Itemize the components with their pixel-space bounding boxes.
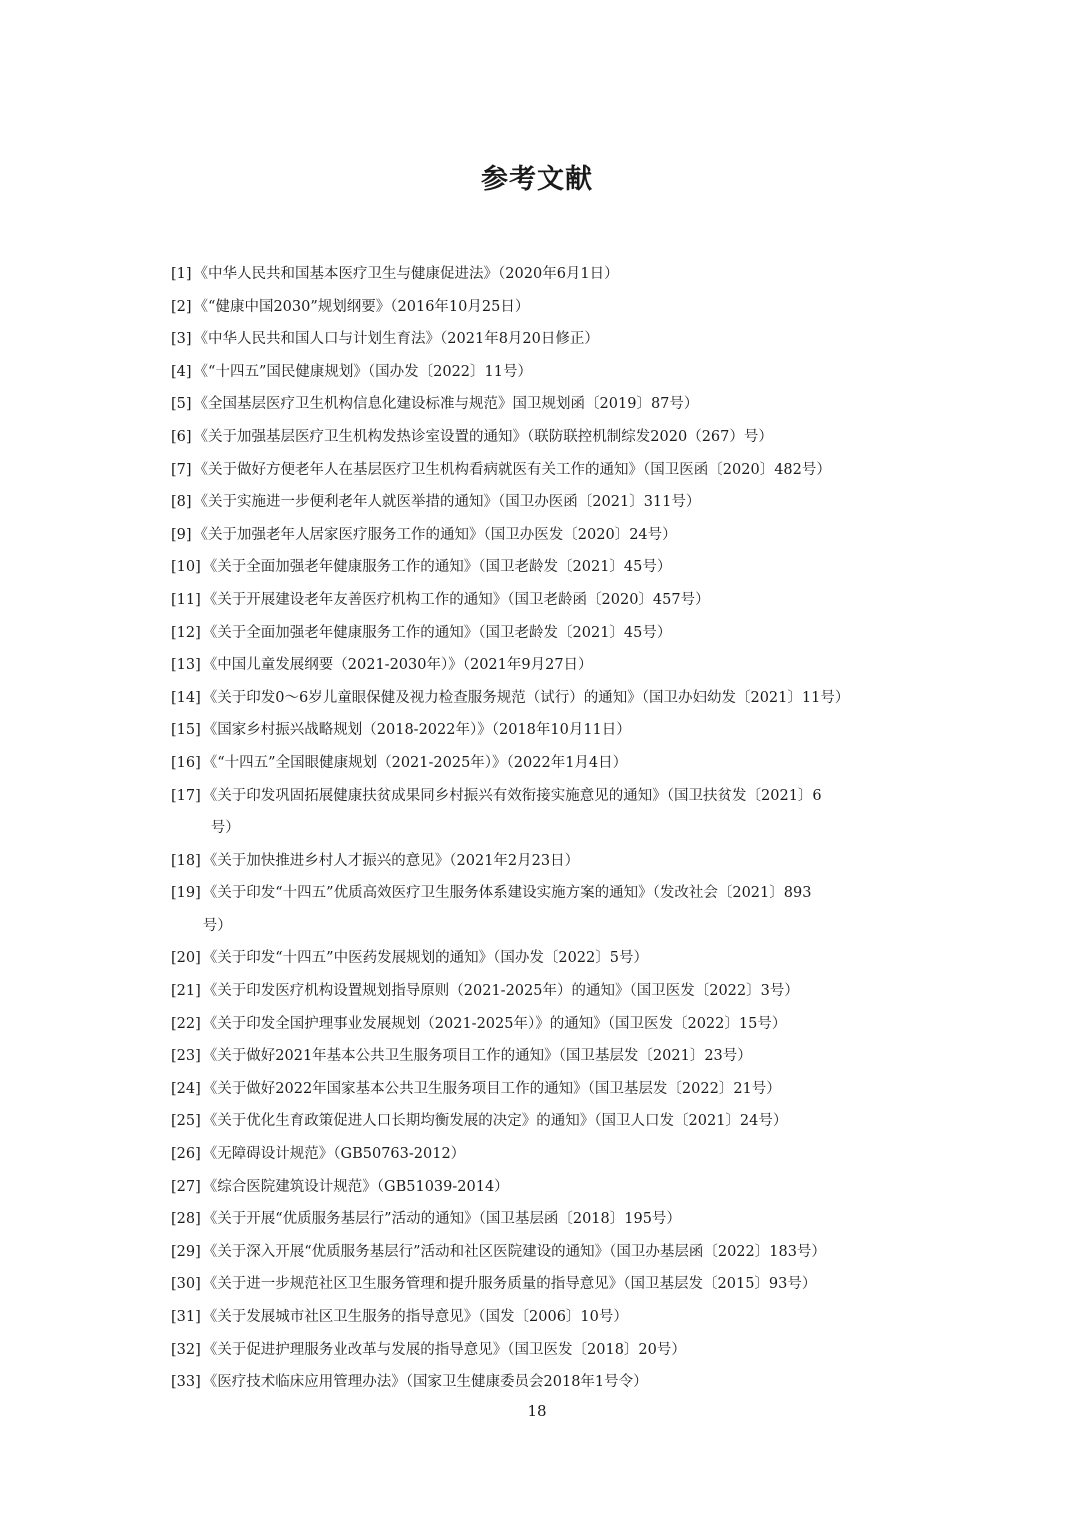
reference-item	[171, 1301, 921, 1334]
reference-title: 《关于深入开展“优质服务基层行”活动和社区医院建设的通知》（国卫办基层函〔2022〕183号）	[202, 1243, 826, 1260]
reference-title: 《关于印发巩固拓展健康扶贫成果同乡村振兴有效衔接实施意见的通知》（国卫扶贫发〔2021〕6	[202, 787, 822, 804]
reference-number: [1]	[171, 266, 192, 282]
reference-number: [33]	[171, 1374, 201, 1391]
reference-text	[203, 1008, 921, 1041]
reference-number: [19]	[171, 885, 201, 902]
reference-number: [16]	[171, 754, 201, 771]
reference-text	[203, 617, 921, 650]
reference-text	[194, 258, 921, 291]
reference-text	[203, 1040, 921, 1073]
reference-number: [32]	[171, 1341, 201, 1358]
reference-text	[203, 942, 921, 975]
reference-number: [11]	[171, 591, 201, 608]
reference-item	[171, 258, 921, 291]
reference-text	[203, 1366, 921, 1399]
reference-item	[171, 714, 921, 747]
reference-number: [23]	[171, 1048, 201, 1065]
reference-item	[171, 1268, 921, 1301]
reference-title: 《医疗技术临床应用管理办法》（国家卫生健康委员会2018年1号令）	[202, 1374, 648, 1391]
reference-title: 《关于印发医疗机构设置规划指导原则（2021-2025年）的通知》（国卫医发〔2022〕3号）	[202, 983, 799, 1000]
reference-text	[203, 1171, 921, 1204]
reference-title: 《中华人民共和国人口与计划生育法》（2021年8月20日修正）	[193, 331, 599, 348]
reference-continuation: 号）	[202, 917, 232, 934]
reference-number: [17]	[171, 787, 201, 804]
reference-number: [9]	[171, 526, 192, 543]
reference-item	[171, 551, 921, 584]
reference-item	[171, 519, 921, 552]
reference-title: 《综合医院建筑设计规范》（GB51039-2014）	[202, 1178, 509, 1195]
reference-text	[203, 551, 921, 584]
reference-item	[171, 1171, 921, 1204]
reference-title: 《关于做好2021年基本公共卫生服务项目工作的通知》（国卫基层发〔2021〕23号）	[202, 1048, 752, 1065]
reference-text	[203, 1268, 921, 1301]
reference-item	[171, 1236, 921, 1269]
reference-text	[203, 682, 921, 715]
reference-text	[203, 1073, 921, 1106]
reference-number: [3]	[171, 331, 192, 348]
reference-item	[171, 1040, 921, 1073]
reference-item	[171, 421, 921, 454]
reference-item	[171, 1203, 921, 1236]
reference-text	[203, 1236, 921, 1269]
reference-text	[194, 291, 921, 324]
reference-item	[171, 1366, 921, 1399]
reference-title: 《关于发展城市社区卫生服务的指导意见》（国发〔2006〕10号）	[202, 1309, 628, 1325]
reference-item	[171, 291, 921, 324]
reference-text	[194, 486, 921, 519]
reference-number: [15]	[171, 722, 201, 739]
reference-text	[194, 421, 921, 454]
reference-title: 《关于印发“十四五”中医药发展规划的通知》（国办发〔2022〕5号）	[202, 950, 648, 967]
page-title: 参考文献	[481, 164, 593, 195]
reference-text	[203, 584, 921, 617]
reference-title: 《关于开展“优质服务基层行”活动的通知》（国卫基层函〔2018〕195号）	[202, 1211, 681, 1228]
reference-number: [21]	[171, 983, 201, 1000]
reference-number: [18]	[171, 852, 201, 869]
reference-title: 《全国基层医疗卫生机构信息化建设标准与规范》国卫规划函〔2019〕87号）	[193, 396, 699, 413]
reference-number: [26]	[171, 1146, 201, 1163]
reference-title: 《关于开展建设老年友善医疗机构工作的通知》（国卫老龄函〔2020〕457号）	[202, 591, 710, 608]
reference-item	[171, 356, 921, 389]
page-number: 18	[527, 1402, 547, 1420]
reference-title: 《关于加快推进乡村人才振兴的意见》（2021年2月23日）	[202, 852, 580, 869]
reference-text	[203, 1334, 921, 1367]
reference-item	[171, 747, 921, 780]
reference-list	[171, 258, 921, 1399]
reference-title: 《关于促进护理服务业改革与发展的指导意见》（国卫医发〔2018〕20号）	[202, 1341, 686, 1358]
reference-number: [28]	[171, 1211, 201, 1228]
reference-title: 《关于印发“十四五”优质高效医疗卫生服务体系建设实施方案的通知》（发改社会〔2021〕893	[202, 885, 812, 902]
reference-text	[203, 1138, 921, 1171]
reference-title: 《关于做好方便老年人在基层医疗卫生机构看病就医有关工作的通知》（国卫医函〔2020〕482号）	[193, 461, 831, 478]
reference-item	[171, 780, 921, 845]
reference-number: [10]	[171, 559, 201, 576]
reference-item	[171, 975, 921, 1008]
reference-title: 《中华人民共和国基本医疗卫生与健康促进法》（2020年6月1日）	[193, 266, 619, 282]
reference-text	[203, 1301, 921, 1334]
reference-item	[171, 454, 921, 487]
reference-text	[203, 714, 921, 747]
reference-item	[171, 1334, 921, 1367]
reference-title: 《关于印发0～6岁儿童眼保健及视力检查服务规范（试行）的通知》（国卫办妇幼发〔2021〕11号）	[202, 689, 850, 706]
reference-continuation: 号）	[210, 820, 240, 837]
reference-text	[203, 1203, 921, 1236]
reference-item	[171, 388, 921, 421]
reference-number: [25]	[171, 1113, 201, 1130]
reference-item	[171, 649, 921, 682]
reference-item	[171, 486, 921, 519]
reference-number: [6]	[171, 428, 192, 445]
reference-number: [13]	[171, 657, 201, 674]
reference-title: 《关于做好2022年国家基本公共卫生服务项目工作的通知》（国卫基层发〔2022〕21号）	[202, 1080, 781, 1097]
reference-title: 《关于进一步规范社区卫生服务管理和提升服务质量的指导意见》（国卫基层发〔2015〕93号）	[202, 1276, 817, 1293]
reference-number: [5]	[171, 396, 192, 413]
reference-text	[203, 845, 921, 878]
reference-number: [31]	[171, 1309, 201, 1325]
reference-title: 《关于印发全国护理事业发展规划（2021-2025年）》的通知》（国卫医发〔2022〕15号）	[202, 1015, 787, 1032]
reference-item	[171, 1105, 921, 1138]
reference-number: [30]	[171, 1276, 201, 1293]
reference-text	[194, 356, 921, 389]
reference-number: [27]	[171, 1178, 201, 1195]
reference-text	[203, 747, 921, 780]
reference-number: [12]	[171, 624, 201, 641]
reference-title: 《“十四五”国民健康规划》（国办发〔2022〕11号）	[193, 363, 532, 380]
reference-text	[194, 454, 921, 487]
reference-item	[171, 845, 921, 878]
reference-title: 《关于加强老年人居家医疗服务工作的通知》（国卫办医发〔2020〕24号）	[193, 526, 677, 543]
reference-item	[171, 584, 921, 617]
reference-item	[171, 617, 921, 650]
reference-number: [14]	[171, 689, 201, 706]
reference-item	[171, 323, 921, 356]
reference-item	[171, 1138, 921, 1171]
reference-number: [4]	[171, 363, 192, 380]
reference-title: 《“十四五”全国眼健康规划（2021-2025年）》（2022年1月4日）	[202, 754, 628, 771]
reference-title: 《关于实施进一步便利老年人就医举措的通知》（国卫办医函〔2021〕311号）	[193, 494, 701, 511]
reference-item	[171, 682, 921, 715]
reference-title: 《国家乡村振兴战略规划（2018-2022年）》（2018年10月11日）	[202, 722, 631, 739]
reference-number: [7]	[171, 461, 192, 478]
reference-item	[171, 1008, 921, 1041]
reference-item	[171, 877, 921, 942]
reference-title: 《无障碍设计规范》（GB50763-2012）	[202, 1146, 466, 1163]
reference-title: 《关于全面加强老年健康服务工作的通知》（国卫老龄发〔2021〕45号）	[202, 559, 672, 576]
reference-item	[171, 942, 921, 975]
reference-number: [22]	[171, 1015, 201, 1032]
reference-item	[171, 1073, 921, 1106]
reference-title: 《“健康中国2030”规划纲要》（2016年10月25日）	[193, 298, 530, 315]
reference-title: 《关于全面加强老年健康服务工作的通知》（国卫老龄发〔2021〕45号）	[202, 624, 672, 641]
reference-text	[203, 649, 921, 682]
reference-text	[194, 323, 921, 356]
reference-number: [8]	[171, 494, 192, 511]
reference-text	[194, 519, 921, 552]
reference-number: [20]	[171, 950, 201, 967]
reference-title: 《中国儿童发展纲要（2021-2030年）》（2021年9月27日）	[202, 657, 593, 674]
reference-title: 《关于优化生育政策促进人口长期均衡发展的决定》的通知》（国卫人口发〔2021〕24号）	[202, 1113, 788, 1130]
reference-text	[203, 975, 921, 1008]
reference-number: [29]	[171, 1243, 201, 1260]
reference-text	[203, 877, 921, 942]
reference-number: [24]	[171, 1080, 201, 1097]
reference-text	[194, 388, 921, 421]
reference-text	[203, 1105, 921, 1138]
reference-title: 《关于加强基层医疗卫生机构发热诊室设置的通知》（联防联控机制综发2020（267）号）	[193, 428, 773, 445]
reference-text	[203, 780, 893, 845]
reference-number: [2]	[171, 298, 192, 315]
